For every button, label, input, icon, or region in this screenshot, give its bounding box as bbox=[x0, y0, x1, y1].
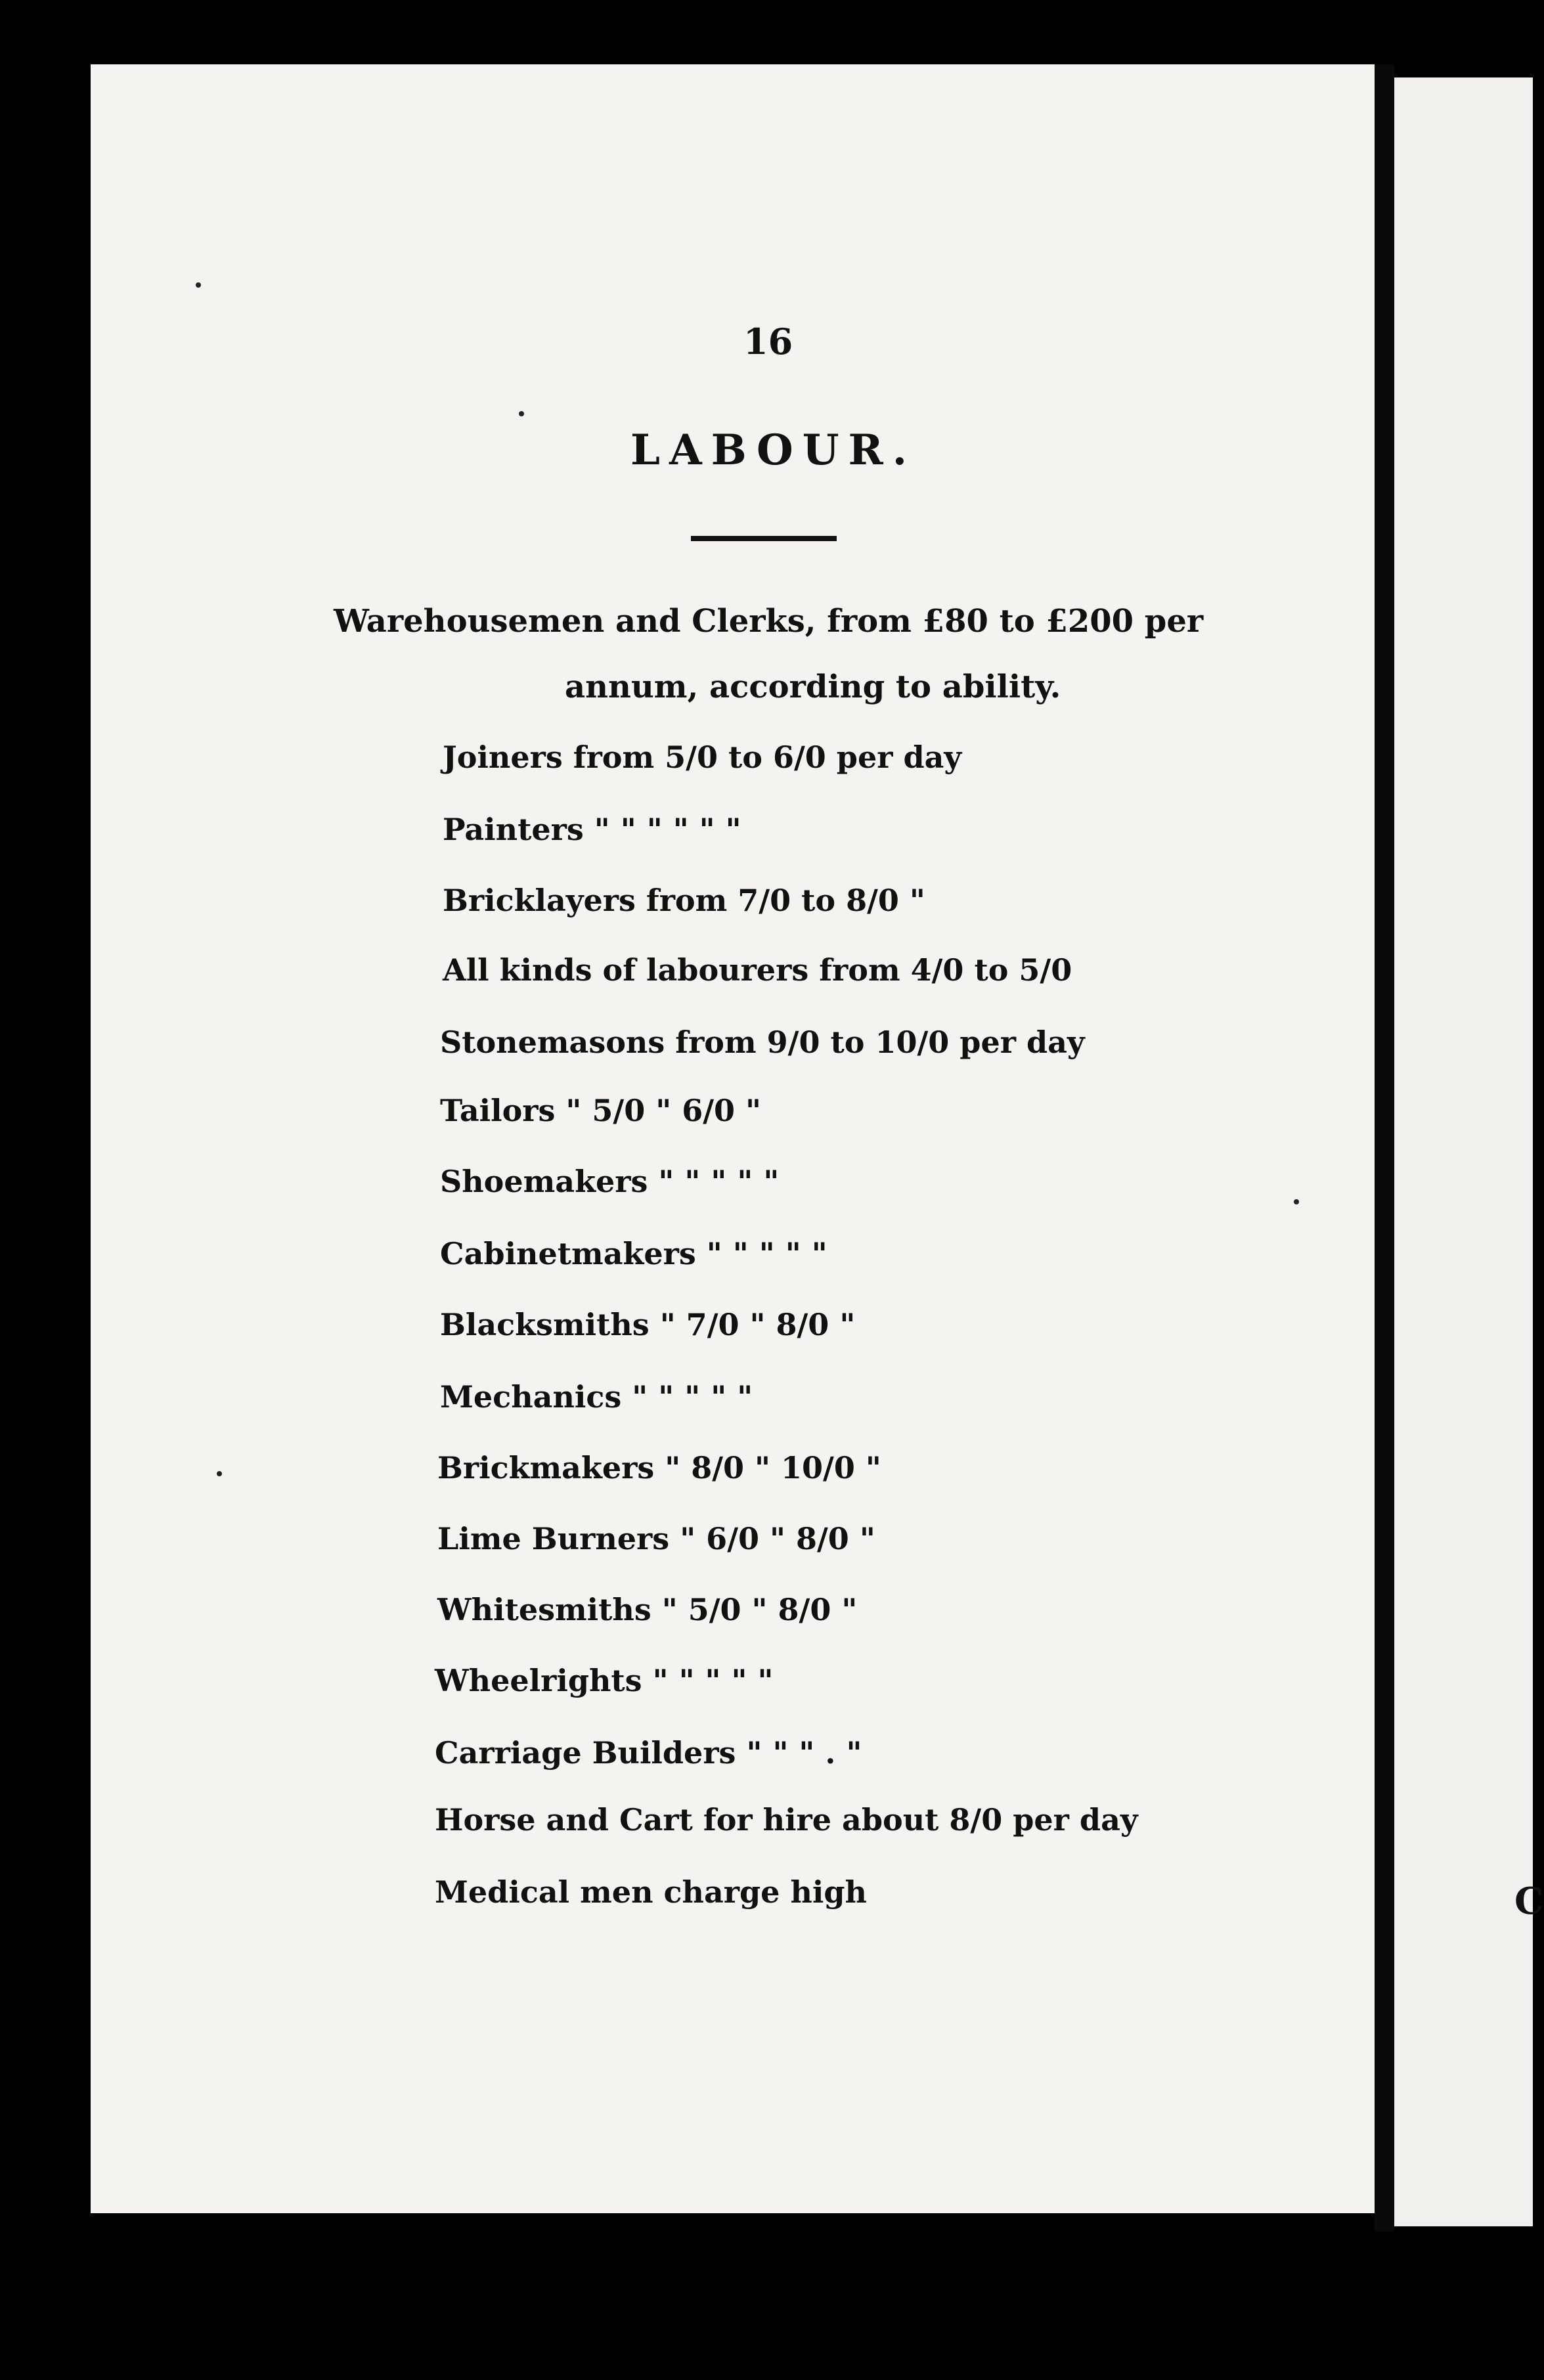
trade-name: Bricklayers bbox=[443, 883, 636, 918]
trade-rate: " " " " " bbox=[652, 1663, 774, 1698]
list-item bbox=[440, 1093, 761, 1128]
trade-name: Carriage Builders bbox=[435, 1735, 736, 1771]
trade-rate: " 5/0 " 6/0 " bbox=[565, 1093, 762, 1128]
speck bbox=[217, 1471, 222, 1476]
trade-name: Joiners bbox=[443, 739, 563, 775]
trade-name: Cabinetmakers bbox=[440, 1236, 696, 1271]
trade-rate: " " " " " bbox=[658, 1164, 780, 1199]
list-item bbox=[440, 1025, 1085, 1060]
trade-rate: " " " " " bbox=[706, 1236, 827, 1271]
trade-rate: " " " " " bbox=[632, 1379, 753, 1415]
list-item bbox=[440, 1164, 779, 1199]
medical-men-line: Medical men charge high bbox=[435, 1874, 867, 1910]
page-gutter bbox=[1375, 64, 1394, 2232]
horse-cart-line: Horse and Cart for hire about 8/0 per day bbox=[435, 1802, 1138, 1838]
list-item bbox=[435, 1663, 773, 1698]
facing-page-letter: C bbox=[1514, 1880, 1544, 1923]
trade-name: Tailors bbox=[440, 1093, 556, 1128]
trade-name: Brickmakers bbox=[437, 1450, 655, 1486]
trade-rate: from 5/0 to 6/0 per day bbox=[573, 739, 962, 775]
list-item bbox=[443, 883, 925, 918]
speck bbox=[1294, 1199, 1299, 1204]
list-item bbox=[437, 1592, 857, 1627]
heading-rule bbox=[691, 536, 837, 541]
trade-name: Mechanics bbox=[440, 1379, 622, 1415]
trade-name: Whitesmiths bbox=[437, 1592, 651, 1627]
intro-line-2: annum, according to ability. bbox=[565, 669, 1061, 705]
facing-page bbox=[1394, 77, 1533, 2226]
trade-rate: " 7/0 " 8/0 " bbox=[659, 1307, 856, 1342]
trade-name: Painters bbox=[443, 812, 584, 847]
trade-rate: from 4/0 to 5/0 bbox=[819, 952, 1072, 988]
trade-name: All kinds of labourers bbox=[443, 952, 809, 988]
trade-rate: " 6/0 " 8/0 " bbox=[680, 1521, 875, 1556]
trade-rate: " 5/0 " 8/0 " bbox=[661, 1592, 858, 1627]
speck bbox=[196, 282, 201, 288]
trade-rate: from 7/0 to 8/0 " bbox=[646, 883, 925, 918]
list-item bbox=[435, 1735, 862, 1771]
intro-line-1: Warehousemen and Clerks, from £80 to £200 per bbox=[334, 603, 1204, 640]
list-item bbox=[443, 739, 961, 775]
trade-name: Stonemasons bbox=[440, 1025, 665, 1060]
list-item bbox=[443, 952, 1072, 988]
trade-name: Shoemakers bbox=[440, 1164, 648, 1199]
list-item bbox=[440, 1236, 827, 1271]
speck bbox=[519, 411, 524, 416]
list-item bbox=[440, 1379, 753, 1415]
trade-rate: " 8/0 " 10/0 " bbox=[665, 1450, 881, 1486]
list-item bbox=[437, 1450, 881, 1486]
trade-rate: from 9/0 to 10/0 per day bbox=[675, 1025, 1085, 1060]
page-number: 16 bbox=[743, 320, 793, 363]
list-item bbox=[440, 1307, 855, 1342]
trade-rate: " " " . " bbox=[746, 1735, 862, 1771]
list-item bbox=[443, 812, 741, 847]
list-item bbox=[437, 1521, 875, 1556]
trade-name: Lime Burners bbox=[437, 1521, 670, 1556]
trade-rate: " " " " " " bbox=[594, 812, 741, 847]
trade-name: Blacksmiths bbox=[440, 1307, 650, 1342]
page-heading: LABOUR. bbox=[630, 426, 916, 475]
trade-name: Wheelrights bbox=[435, 1663, 642, 1698]
